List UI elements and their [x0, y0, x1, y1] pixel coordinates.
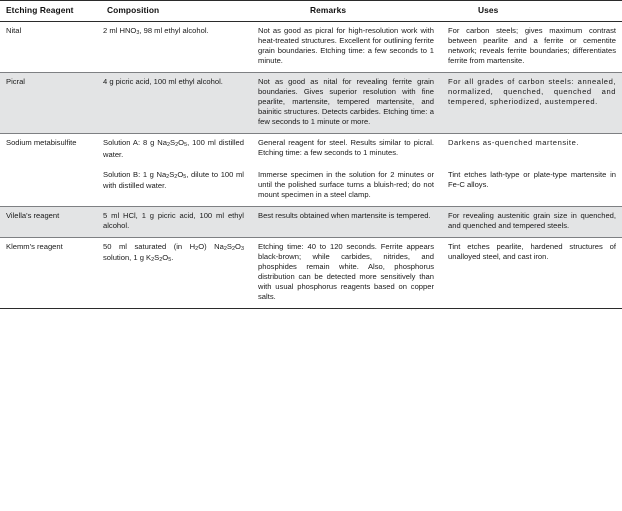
cell-composition: Solution A: 8 g $Na_2S_2O_5$, 100 ml distilled water. [95, 134, 250, 166]
cell-reagent: Klemm's reagent [0, 237, 95, 308]
cell-reagent: Vilella's reagent [0, 206, 95, 237]
cell-composition: 5 ml HCl, 1 g picric acid, 100 ml ethyl alcohol. [95, 206, 250, 237]
cell-reagent [0, 166, 95, 207]
table-header [0, 1, 622, 22]
cell-uses: Darkens as-quenched martensite. [440, 134, 622, 166]
cell-reagent: Picral [0, 73, 95, 134]
cell-remarks: Not as good as picral for high-resolution work with heat-treated structures. Excellent for outlining ferrite grain boundaries. Etching time: a few seconds to 1 minute. [250, 22, 440, 73]
cell-remarks: Etching time: 40 to 120 seconds. Ferrite appears black-brown; while carbides, nitrides, and phosphides remain white. Also, phosphorus distribution can be detected more sensitively than with usual phosphorus reagents based on copper salts. [250, 237, 440, 308]
table-row [0, 22, 622, 73]
cell-composition: 4 g picric acid, 100 ml ethyl alcohol. [95, 73, 250, 134]
cell-composition: 2 ml $HNO_3$, 98 ml ethyl alcohol. [95, 22, 250, 73]
table-row [0, 73, 622, 134]
column-header-remarks: Remarks [250, 1, 440, 22]
cell-uses: For all grades of carbon steels: annealed, normalized, quenched, quenched and tempered, spheriodized, austempered. [440, 73, 622, 134]
cell-composition: 50 ml saturated (in $H_2O$) $Na_2S_2O_3$ solution, 1 g $K_2S_2O_5$. [95, 237, 250, 308]
cell-remarks: General reagent for steel. Results similar to picral. Etching time: a few seconds to 1 minutes. [250, 134, 440, 166]
table-header-row [0, 1, 622, 22]
table-row [0, 134, 622, 166]
cell-remarks: Immerse specimen in the solution for 2 minutes or until the polished surface turns a bluish-red; do not mount specimen in a steel clamp. [250, 166, 440, 207]
table-row [0, 206, 622, 237]
cell-reagent: Sodium metabisulfite [0, 134, 95, 166]
column-header-composition: Composition [95, 1, 250, 22]
cell-reagent: Nital [0, 22, 95, 73]
cell-uses: Tint etches pearlite, hardened structures of unalloyed steel, and cast iron. [440, 237, 622, 308]
column-header-uses: Uses [440, 1, 622, 22]
cell-composition: Solution B: 1 g $Na_2S_2O_5$, dilute to 100 ml with distilled water. [95, 166, 250, 207]
column-header-etching-reagent: Etching Reagent [0, 1, 95, 22]
cell-uses: For carbon steels; gives maximum contrast between pearlite and a ferrite or cementite network; reveals ferrite boundaries; differentiates ferrite from martensite. [440, 22, 622, 73]
table-row [0, 237, 622, 308]
table-bottom-rule [0, 308, 622, 309]
cell-remarks: Not as good as nital for revealing ferrite grain boundaries. Gives superior resolution with fine pearlite, martensite, tempered martensite, and bainitic structures. Detects carbides. Etching time: a few seconds to 1 minute or more. [250, 73, 440, 134]
table-row [0, 166, 622, 207]
table-body [0, 22, 622, 308]
cell-uses: Tint etches lath-type or plate-type martensite in Fe-C alloys. [440, 166, 622, 207]
cell-uses: For revealing austenitic grain size in quenched, and quenched and tempered steels. [440, 206, 622, 237]
cell-remarks: Best results obtained when martensite is tempered. [250, 206, 440, 237]
